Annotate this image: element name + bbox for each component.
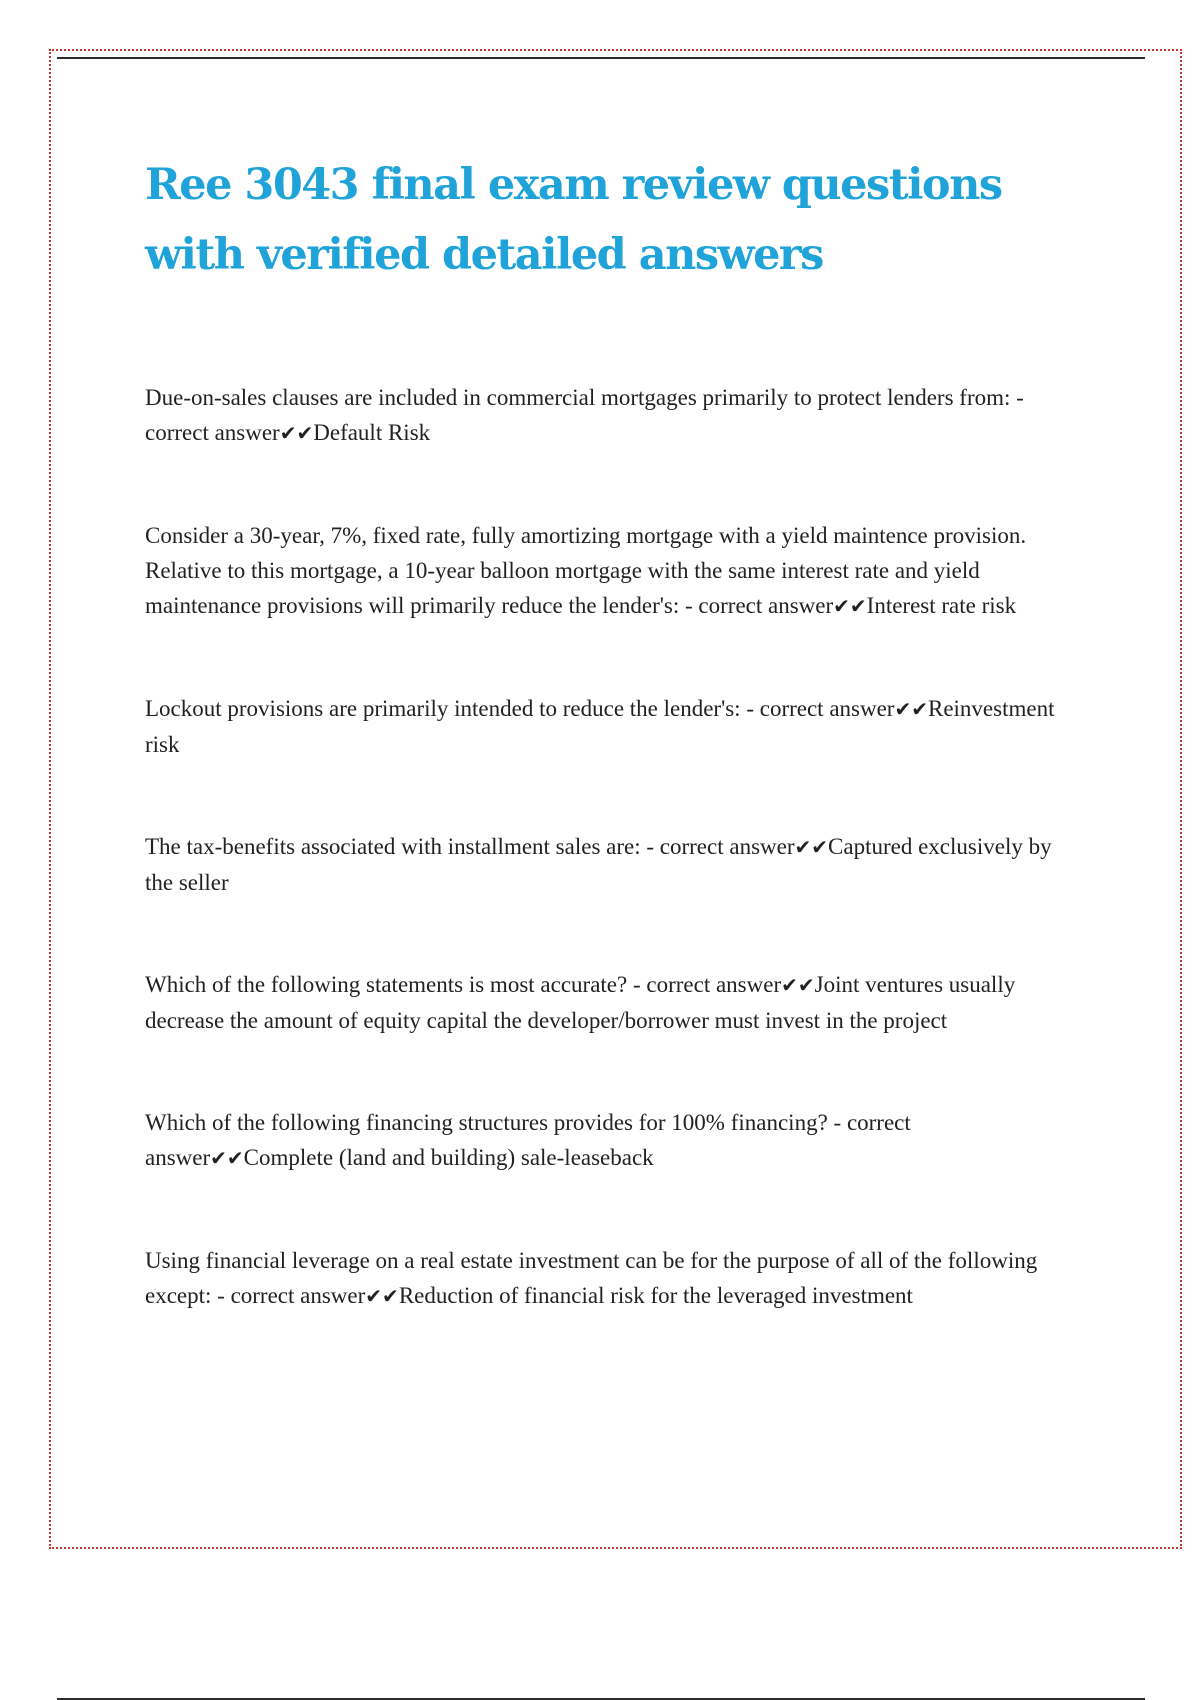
question-text: Which of the following statements is most accurate? (145, 972, 628, 997)
checkmark-icon: ✔✔ (279, 421, 314, 445)
checkmark-icon: ✔✔ (833, 594, 867, 618)
answer-text: Interest rate risk (866, 593, 1017, 618)
answer-prefix: - correct answer (145, 1110, 911, 1170)
answer-text: Captured exclusively by the seller (145, 834, 1052, 895)
answer-prefix: - correct answer (145, 385, 1024, 445)
answer-prefix: - correct answer (640, 834, 795, 859)
qa-item (145, 518, 1085, 624)
qa-item (145, 380, 1085, 451)
question-text: Which of the following financing structures provides for 100% financing? (145, 1110, 828, 1135)
answer-prefix: - correct answer (627, 972, 782, 997)
answer-text: Reduction of financial risk for the leveraged investment (398, 1283, 913, 1308)
qa-item (145, 1105, 1085, 1176)
qa-item (145, 691, 1085, 762)
qa-item (145, 1243, 1085, 1314)
answer-prefix: - correct answer (679, 593, 834, 618)
qa-item (145, 829, 1085, 900)
question-text: Due-on-sales clauses are included in commercial mortgages primarily to protect lenders from: (145, 385, 1011, 410)
answer-text: Complete (land and building) sale-leaseback (243, 1145, 654, 1170)
qa-list (145, 380, 1085, 1314)
top-divider (57, 57, 1145, 59)
question-text: The tax-benefits associated with installment sales are: (145, 834, 641, 859)
answer-text: Reinvestment risk (145, 696, 1055, 757)
answer-prefix: - correct answer (740, 696, 895, 721)
document-title: Ree 3043 final exam review questions with verified detailed answers (145, 160, 1002, 280)
checkmark-icon: ✔✔ (210, 1146, 244, 1170)
answer-prefix: - correct answer (211, 1283, 366, 1308)
checkmark-icon: ✔✔ (894, 697, 928, 721)
checkmark-icon: ✔✔ (794, 835, 829, 859)
checkmark-icon: ✔✔ (365, 1284, 399, 1308)
question-text: Lockout provisions are primarily intended to reduce the lender's: (145, 696, 741, 721)
answer-text: Joint ventures usually decrease the amount of equity capital the developer/borrower must invest in the project (145, 972, 1016, 1033)
checkmark-icon: ✔✔ (781, 973, 815, 997)
question-text: Using financial leverage on a real estate investment can be for the purpose of all of the following except: (145, 1248, 1038, 1308)
qa-item (145, 967, 1085, 1038)
answer-text: Default Risk (313, 420, 431, 445)
question-text: Consider a 30-year, 7%, fixed rate, fully amortizing mortgage with a yield maintence provision. Relative to this mortgage, a 10-year balloon mortgage with the same interest rate and yield maintenance provisions will primarily reduce the lender's: (145, 523, 1027, 618)
